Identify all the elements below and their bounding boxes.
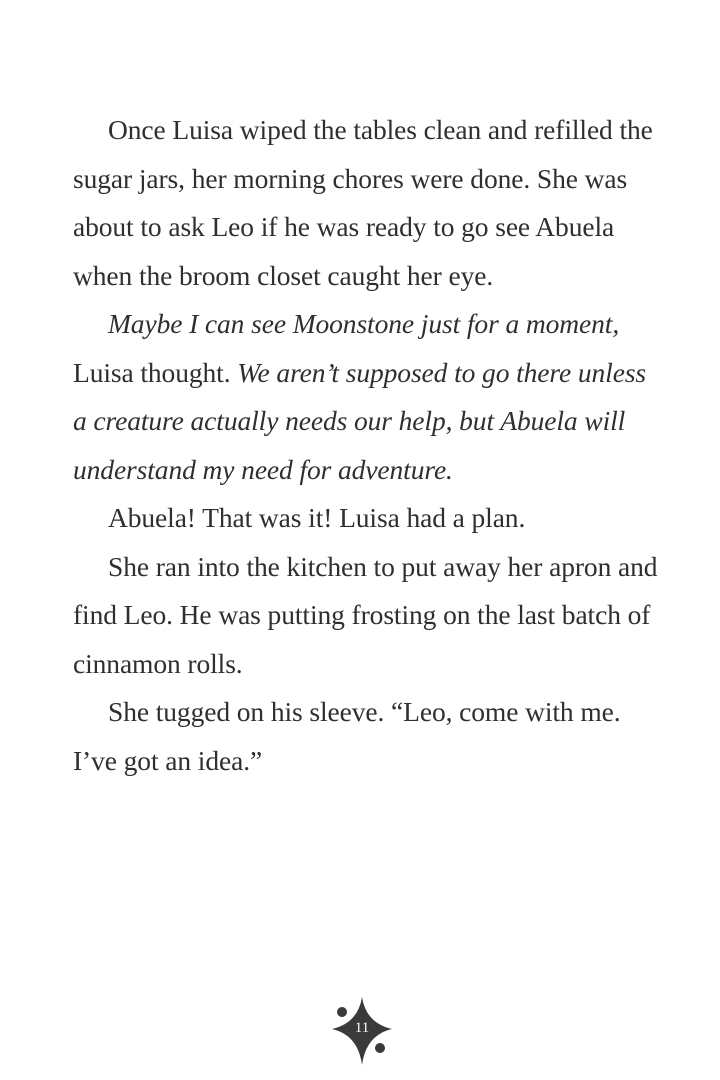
story-text [73,106,663,785]
narration-thought: Luisa thought. [73,356,238,388]
paragraph-5: She tugged on his sleeve. “Leo, come with me. I’ve got an idea.” [73,696,621,776]
italic-thought-1: Maybe I can see Moonstone just for a moment, [108,308,620,339]
page-number: 11 [354,1020,370,1036]
paragraph-1: Once Luisa wiped the tables clean and refilled the sugar jars, her morning chores were done. She was about to ask Leo if he was ready to go see Abuela when the broom closet caught her eye. [73,114,653,291]
paragraph-4: She ran into the kitchen to put away her apron and find Leo. He was putting frosting on the last batch of cinnamon rolls. [73,550,658,679]
paragraph-3: Abuela! That was it! Luisa had a plan. [108,502,526,533]
italic-thought-2: We aren’t supposed to go there unless a creature actually needs our help, but Abuela will understand my need for adventure. [73,356,647,485]
paragraph-2 [73,300,663,494]
page-footer [330,995,394,1067]
